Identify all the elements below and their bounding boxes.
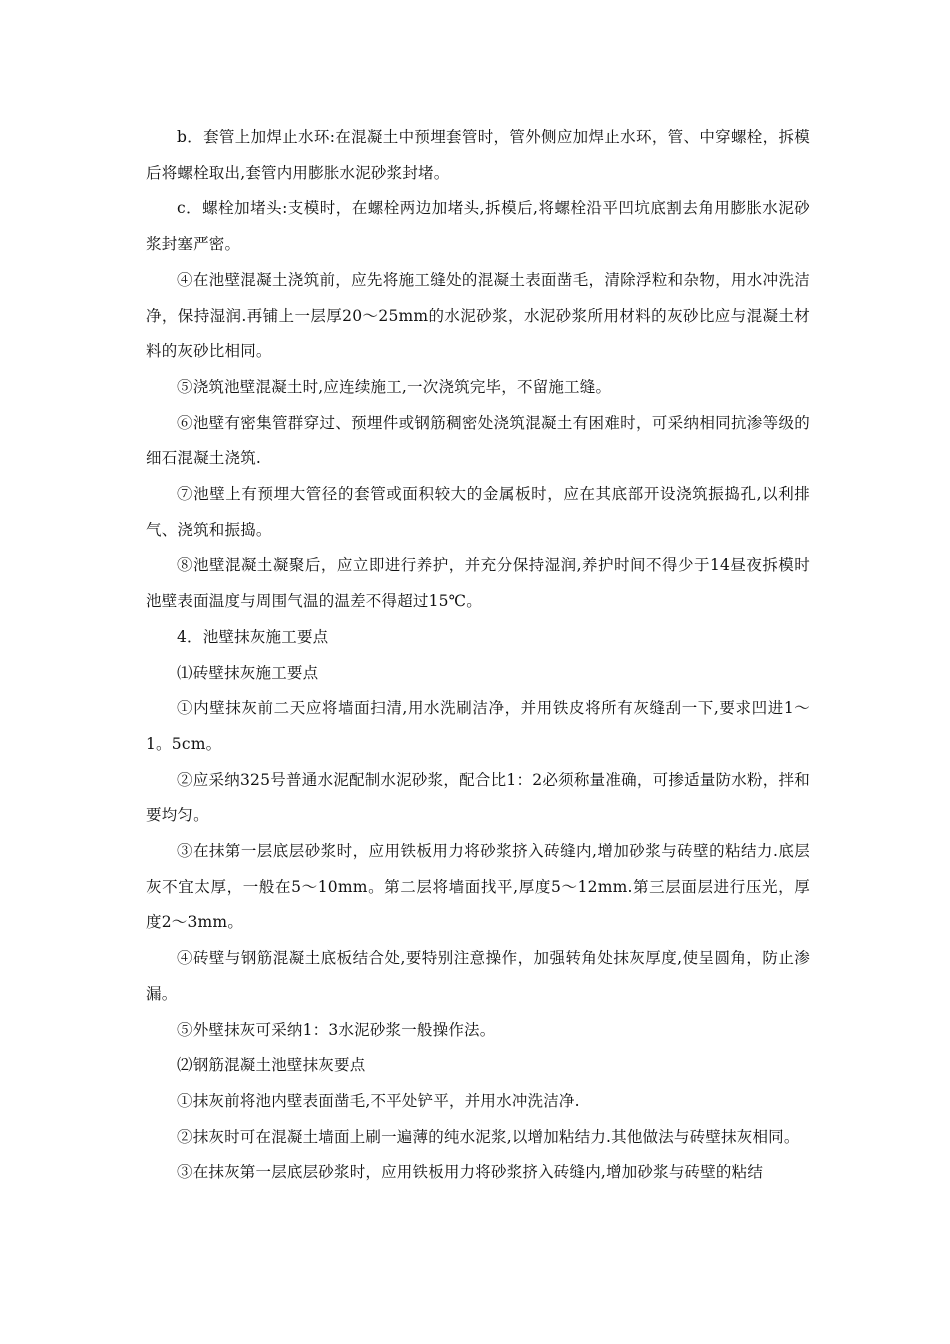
section-heading-plastering: 4．池壁抹灰施工要点: [177, 627, 329, 646]
paragraph-dense-pipes: ⑥池壁有密集管群穿过、预埋件或钢筋稠密处浇筑混凝土有困难时，可采纳相同抗渗等级的细石混凝土浇筑.: [146, 413, 810, 468]
subsection-heading-brick-wall: ⑴砖壁抹灰施工要点: [177, 663, 319, 682]
paragraph-exterior-plaster: ⑤外壁抹灰可采纳1：3水泥砂浆一般操作法。: [177, 1020, 496, 1039]
paragraph-construction-joint: ④在池壁混凝土浇筑前，应先将施工缝处的混凝土表面凿毛，清除浮粒和杂物，用水冲洗洁净，保持湿润.再铺上一层厚20～25mm的水泥砂浆，水泥砂浆所用材料的灰砂比应与混凝土材料的灰砂比相同。: [146, 270, 810, 361]
paragraph-mortar-mix: ②应采纳325号普通水泥配制水泥砂浆，配合比1：2必须称量准确，可掺适量防水粉，拌和要均匀。: [146, 770, 810, 825]
paragraph-sleeve-waterstop: b．套管上加焊止水环:在混凝土中预埋套管时，管外侧应加焊止水环，管、中穿螺栓，拆模后将螺栓取出,套管内用膨胀水泥砂浆封堵。: [146, 128, 810, 182]
paragraph-curing: ⑧池壁混凝土凝聚后，应立即进行养护，并充分保持湿润,养护时间不得少于14昼夜拆模时池壁表面温度与周围气温的温差不得超过15℃。: [146, 556, 810, 611]
paragraph-layering: ③在抹第一层底层砂浆时，应用铁板用力将砂浆挤入砖缝内,增加砂浆与砖壁的粘结力.底层灰不宜太厚，一般在5～10mm。第二层将墙面找平,厚度5～12mm.第三层面层进行压光，厚度2～3mm。: [146, 842, 810, 932]
subsection-heading-concrete-wall: ⑵钢筋混凝土池壁抹灰要点: [177, 1056, 366, 1075]
paragraph-first-layer: ③在抹灰第一层底层砂浆时，应用铁板用力将砂浆挤入砖缝内,增加砂浆与砖壁的粘结: [177, 1163, 764, 1182]
paragraph-continuous-pour: ⑤浇筑池壁混凝土时,应连续施工,一次浇筑完毕，不留施工缝。: [177, 377, 612, 396]
paragraph-cement-slurry: ②抹灰时可在混凝土墙面上刷一遍薄的纯水泥浆,以增加粘结力.其他做法与砖壁抹灰相同。: [177, 1127, 800, 1146]
paragraph-corner-joint: ④砖壁与钢筋混凝土底板结合处,要特别注意操作，加强转角处抹灰厚度,使呈圆角，防止渗漏。: [146, 949, 810, 1003]
document-page: [146, 120, 810, 1191]
paragraph-bolt-plug: c．螺栓加堵头:支模时，在螺栓两边加堵头,拆模后,将螺栓沿平凹坑底割去角用膨胀水泥砂浆封塞严密。: [146, 199, 810, 254]
paragraph-vibration-hole: ⑦池壁上有预埋大管径的套管或面积较大的金属板时，应在其底部开设浇筑振捣孔,以利排气、浇筑和振捣。: [146, 485, 810, 539]
paragraph-concrete-prep: ①抹灰前将池内壁表面凿毛,不平处铲平，并用水冲洗洁净.: [177, 1091, 580, 1110]
paragraph-brick-prep: ①内壁抹灰前二天应将墙面扫清,用水洗刷洁净，并用铁皮将所有灰缝刮一下,要求凹进1～1。5cm。: [146, 699, 810, 753]
